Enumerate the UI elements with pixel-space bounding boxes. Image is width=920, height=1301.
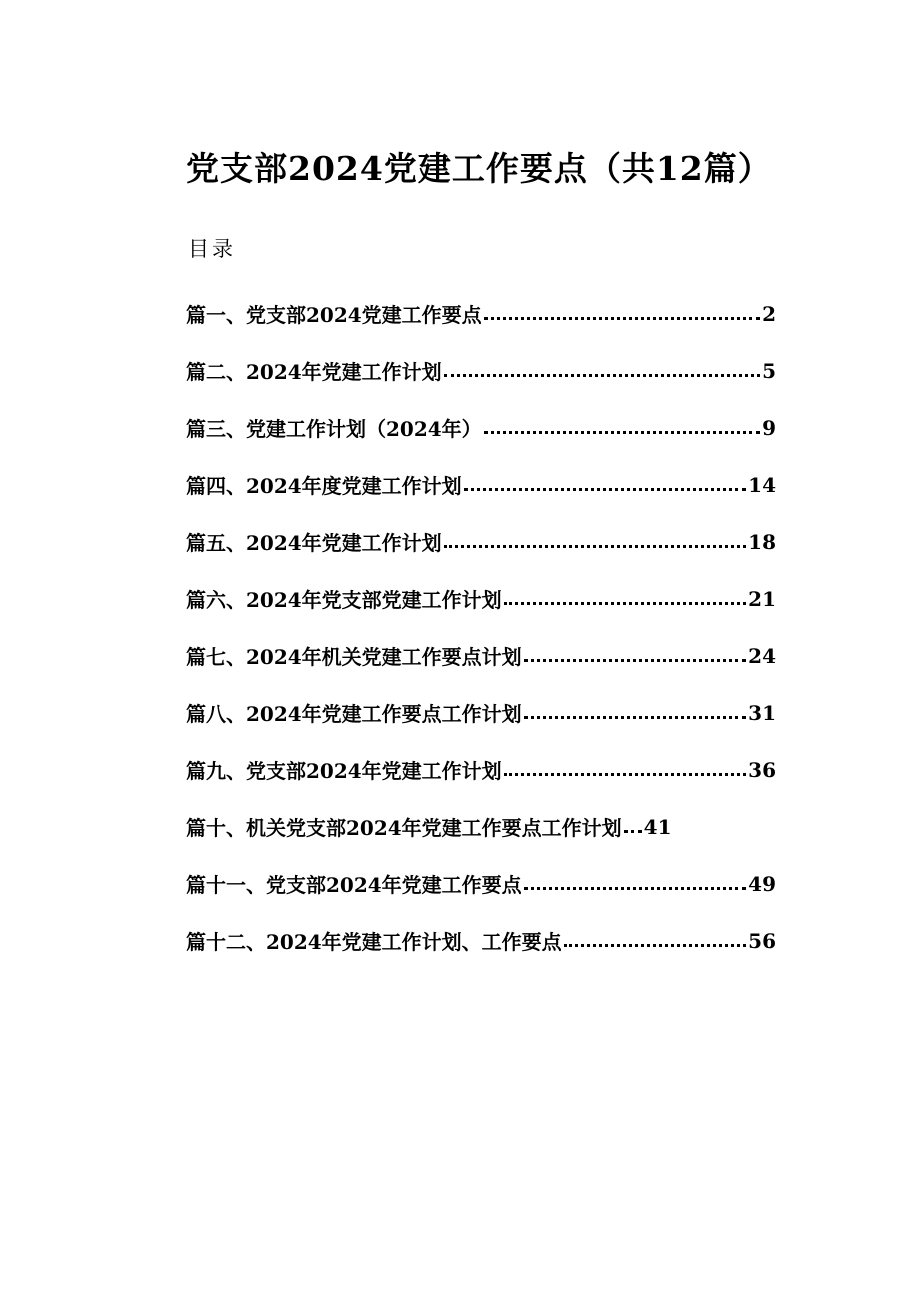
document-title: 党支部2024党建工作要点（共12篇）	[186, 149, 772, 188]
toc-entry-page: 24	[748, 643, 776, 668]
toc-entry-page: 36	[748, 757, 776, 782]
toc-entry-label: 篇一、党支部2024党建工作要点	[186, 303, 482, 327]
toc-entry[interactable]	[186, 513, 776, 570]
toc-entry[interactable]	[186, 912, 776, 969]
toc-entry-page: 9	[762, 415, 776, 440]
table-of-contents	[186, 285, 776, 969]
toc-entry-label: 篇六、2024年党支部党建工作计划	[186, 588, 502, 612]
toc-entry-label: 篇八、2024年党建工作要点工作计划	[186, 702, 522, 726]
toc-entry-label: 篇十一、党支部2024年党建工作要点	[186, 873, 522, 897]
toc-entry[interactable]	[186, 342, 776, 399]
dot-leader	[464, 474, 746, 491]
toc-entry-page: 31	[748, 700, 776, 725]
dot-leader	[524, 873, 746, 890]
toc-entry-page: 21	[748, 586, 776, 611]
dot-leader	[484, 417, 760, 434]
toc-entry[interactable]	[186, 855, 776, 912]
toc-entry-page: 5	[762, 358, 776, 383]
toc-entry[interactable]	[186, 627, 776, 684]
dot-leader	[624, 816, 642, 833]
toc-entry-label: 篇三、党建工作计划（2024年）	[186, 417, 482, 441]
dot-leader	[564, 930, 746, 947]
dot-leader	[444, 360, 760, 377]
toc-entry[interactable]	[186, 798, 776, 855]
toc-entry[interactable]	[186, 285, 776, 342]
dot-leader	[484, 303, 760, 320]
dot-leader	[524, 702, 746, 719]
dot-leader	[444, 531, 746, 548]
dot-leader	[504, 759, 746, 776]
dot-leader	[504, 588, 746, 605]
toc-entry-label: 篇十、机关党支部2024年党建工作要点工作计划	[186, 816, 622, 840]
toc-entry[interactable]	[186, 684, 776, 741]
toc-entry-label: 篇七、2024年机关党建工作要点计划	[186, 645, 522, 669]
toc-entry-page: 56	[748, 928, 776, 953]
toc-entry-page: 41	[643, 814, 672, 839]
toc-heading: 目录	[188, 237, 236, 261]
toc-entry-label: 篇二、2024年党建工作计划	[186, 360, 442, 384]
toc-entry-label: 篇四、2024年度党建工作计划	[186, 474, 462, 498]
toc-entry-page: 2	[762, 301, 776, 326]
toc-entry-page: 49	[748, 871, 776, 896]
toc-entry-label: 篇十二、2024年党建工作计划、工作要点	[186, 930, 562, 954]
toc-entry-label: 篇九、党支部2024年党建工作计划	[186, 759, 502, 783]
toc-entry-page: 14	[748, 472, 776, 497]
toc-entry[interactable]	[186, 741, 776, 798]
toc-entry-label: 篇五、2024年党建工作计划	[186, 531, 442, 555]
toc-entry[interactable]	[186, 399, 776, 456]
toc-entry-page: 18	[748, 529, 776, 554]
dot-leader	[524, 645, 746, 662]
toc-entry[interactable]	[186, 570, 776, 627]
toc-entry[interactable]	[186, 456, 776, 513]
